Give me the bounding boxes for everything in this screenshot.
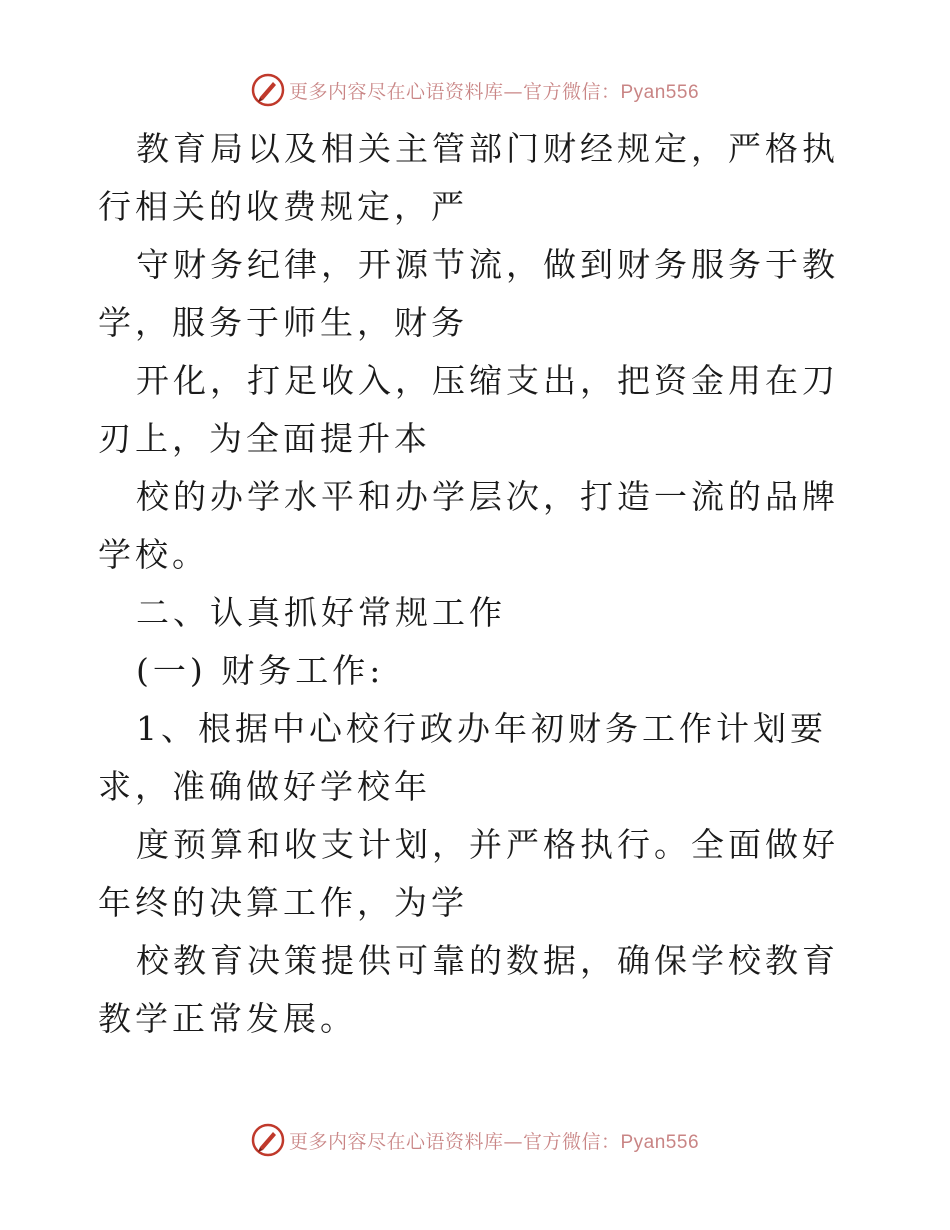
- paragraph: 1、根据中心校行政办年初财务工作计划要求，准确做好学校年: [98, 709, 827, 806]
- pen-logo-icon: [251, 73, 285, 107]
- subsection-heading: (一) 财务工作:: [136, 651, 385, 690]
- paragraph: 校教育决策提供可靠的数据，确保学校教育教学正常发展。: [98, 941, 839, 1038]
- paragraph: 开化，打足收入，压缩支出，把资金用在刀刃上，为全面提升本: [98, 361, 839, 458]
- section-heading: 二、认真抓好常规工作: [136, 593, 506, 632]
- paragraph: 教育局以及相关主管部门财经规定，严格执行相关的收费规定，严: [98, 129, 839, 226]
- paragraph: 度预算和收支计划，并严格执行。全面做好年终的决算工作，为学: [98, 825, 839, 922]
- watermark-footer: [0, 1120, 950, 1160]
- paragraph: 校的办学水平和办学层次，打造一流的品牌学校。: [98, 477, 839, 574]
- document-body: [98, 120, 858, 1048]
- watermark-text: 更多内容尽在心语资料库—官方微信：Pyan556: [288, 80, 700, 103]
- watermark-header: [0, 70, 950, 110]
- watermark-wechat-id: Pyan556: [620, 1131, 700, 1153]
- pen-logo-icon: [251, 1123, 285, 1157]
- watermark-wechat-id: Pyan556: [620, 81, 700, 103]
- paragraph: 守财务纪律，开源节流，做到财务服务于教学，服务于师生，财务: [98, 245, 839, 342]
- watermark-text: 更多内容尽在心语资料库—官方微信：Pyan556: [288, 1130, 700, 1153]
